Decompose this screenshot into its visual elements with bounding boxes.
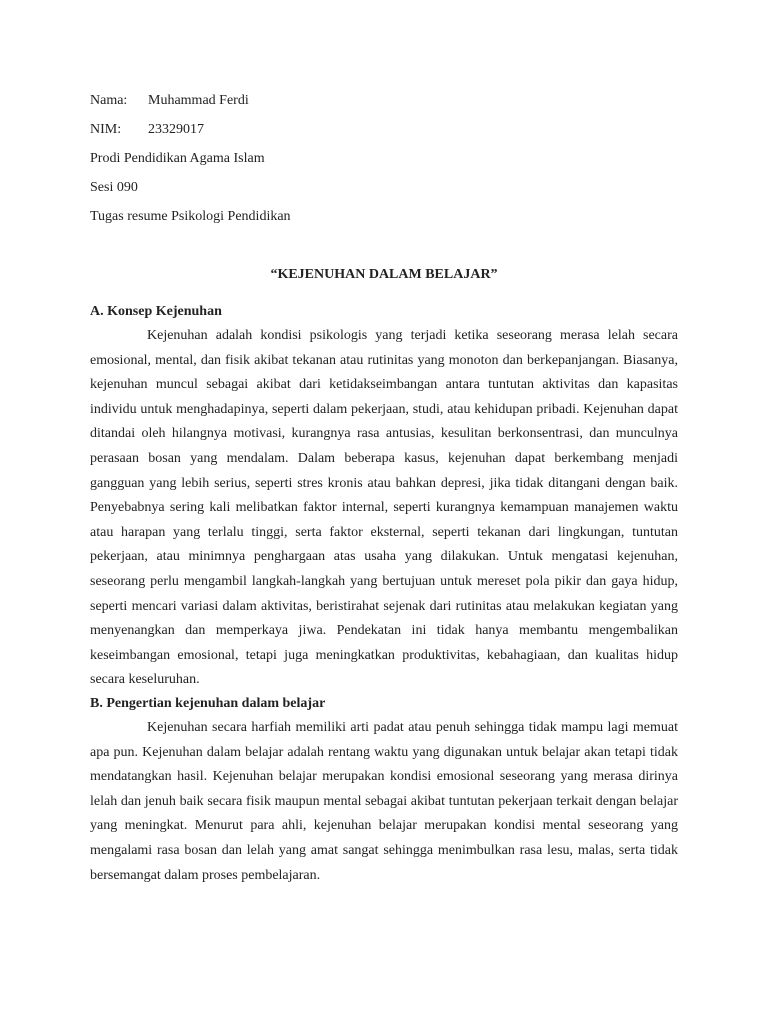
name-value: Muhammad Ferdi (148, 93, 249, 108)
name-label: Nama: (90, 93, 128, 108)
section-paragraph: Kejenuhan secara harfiah memiliki arti padat atau penuh sehingga tidak mampu lagi memuat apa pun. Kejenuhan dalam belajar adalah rentang waktu yang digunakan untuk belajar akan tetapi tidak mendatangkan hasil. Kejenuhan belajar merupakan kondisi emosional seseorang yang merasa dirinya lelah dan jenuh baik secara fisik maupun mental sebagai akibat tuntutan pekerjaan terkait dengan belajar yang meningkat. Menurut para ahli, kejenuhan belajar merupakan kondisi mental seseorang yang mengalami rasa bosan dan lelah yang amat sangat sehingga menimbulkan rasa lesu, malas, serta tidak bersemangat dalam proses pembelajaran. (90, 720, 678, 883)
nim-line (90, 118, 690, 147)
section-paragraph: Kejenuhan adalah kondisi psikologis yang terjadi ketika seseorang merasa lelah secara emosional, mental, dan fisik akibat tekanan atau rutinitas yang monoton dan berkepanjangan. Biasanya, kejenuhan muncul sebagai akibat dari ketidakseimbangan antara tuntutan aktivitas dan kapasitas individu untuk menghadapinya, seperti dalam pekerjaan, studi, atau kehidupan pribadi. Kejenuhan dapat ditandai oleh hilangnya motivasi, kurangnya rasa antusias, kesulitan berkonsentrasi, dan munculnya perasaan bosan yang mendalam. Dalam beberapa kasus, kejenuhan dapat berkembang menjadi gangguan yang lebih serius, seperti stres kronis atau bahkan depresi, jika tidak ditangani dengan baik. Penyebabnya sering kali melibatkan faktor internal, seperti kurangnya kemampuan manajemen waktu atau harapan yang terlalu tinggi, serta faktor eksternal, seperti tekanan dari lingkungan, tuntutan pekerjaan, atau minimnya penghargaan atas usaha yang dilakukan. Untuk mengatasi kejenuhan, seseorang perlu mengambil langkah-langkah yang bertujuan untuk mereset pola pikir dan gaya hidup, seperti mencari variasi dalam aktivitas, beristirahat sejenak dari rutinitas atau melakukan kegiatan yang menyenangkan dan memperkaya jiwa. Pendekatan ini tidak hanya membantu mengembalikan keseimbangan emosional, tetapi juga meningkatkan produktivitas, kebahagiaan, dan kualitas hidup secara keseluruhan. (90, 328, 678, 688)
nim-value: 23329017 (148, 122, 204, 137)
document-title: “KEJENUHAN DALAM BELAJAR” (270, 267, 498, 282)
name-line (90, 89, 690, 118)
prodi-line: Prodi Pendidikan Agama Islam (90, 151, 265, 166)
student-info (90, 89, 690, 234)
section-pengertian-kejenuhan (90, 692, 678, 888)
section-konsep-kejenuhan (90, 300, 678, 693)
tugas-line: Tugas resume Psikologi Pendidikan (90, 209, 291, 224)
section-heading: B. Pengertian kejenuhan dalam belajar (90, 696, 326, 711)
sesi-line: Sesi 090 (90, 180, 138, 195)
section-heading: A. Konsep Kejenuhan (90, 304, 222, 319)
nim-label: NIM: (90, 122, 122, 137)
